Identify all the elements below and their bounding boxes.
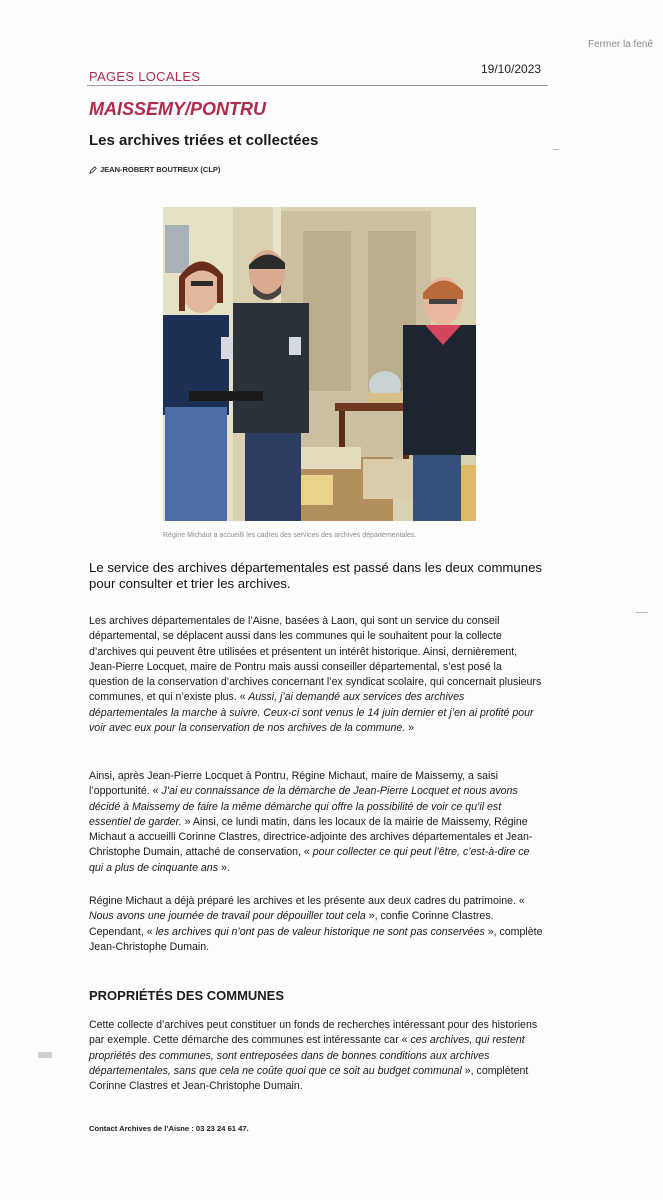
scan-speck: [38, 1052, 52, 1058]
publication-date: 19/10/2023: [481, 62, 542, 76]
article-lead: Le service des archives départementales est passé dans les deux communes pour consulter et trier les archives.: [89, 560, 543, 591]
close-window-link[interactable]: Fermer la fenê: [588, 39, 654, 50]
article-photo: [163, 207, 476, 521]
paragraph-1: Les archives départementales de l’Aisne, basées à Laon, qui sont un service du conseil départemental, se déplacent aussi dans les communes qui le souhaitent pour la collecte d’archives qui peuvent être utilisées et présentent un intérêt historique. Ainsi, dernièrement, Jean-Pierre Locquet, maire de Pontru mais aussi conseiller départemental, s’est posé la question de la conservation d’archives concernant l’ex syndicat scolaire, qui concernait plusieurs communes, et qui n’existe plus. « Aussi, j’ai demandé aux services des archives départementales la marche à suivre. Ceux-ci sont venus le 14 juin dernier et j’en ai profité pour voir avec eux pour la conservation de nos archives de la commune. »: [89, 615, 542, 735]
contact-line: Contact Archives de l’Aisne : 03 23 24 61 47.: [89, 1124, 249, 1133]
section-subheading: PROPRIÉTÉS DES COMMUNES: [89, 988, 285, 1003]
commune-heading: MAISSEMY/PONTRU: [89, 99, 267, 119]
scan-speck: [553, 149, 559, 150]
scan-speck: [636, 612, 648, 613]
header-divider: [87, 85, 548, 86]
paragraph-3: Régine Michaut a déjà préparé les archives et les présente aux deux cadres du patrimoine. « Nous avons une journée de travail pour dépouiller tout cela », confie Corinne Clastres. Cependant, « les archives qui n’ont pas de valeur historique ne sont pas conservées », complète Jean-Christophe Dumain.: [89, 895, 543, 953]
author-name: JEAN-ROBERT BOUTREUX (CLP): [100, 165, 221, 174]
section-rubric: PAGES LOCALES: [89, 69, 201, 84]
pen-icon: [89, 166, 97, 174]
paragraph-4: Cette collecte d’archives peut constituer un fonds de recherches intéressant pour des historiens par exemple. Cette démarche des communes est intéressante car « ces archives, qui restent propriétés des communes, sont entreposées dans de bonnes conditions aux archives départementales, sans que cela ne coûte quoi que ce soit au budget communal », complètent Corinne Clastres et Jean-Christophe Dumain.: [89, 1019, 538, 1093]
paragraph-2: Ainsi, après Jean-Pierre Locquet à Pontru, Régine Michaut, maire de Maissemy, a saisi l’opportunité. « J’ai eu connaissance de la démarche de Jean-Pierre Locquet et nous avons décidé à Maissemy de faire la même démarche qui offre la possibilité de voir ce qu’il est essentiel de garder. » Ainsi, ce lundi matin, dans les locaux de la mairie de Maissemy, Régine Michaut a accueilli Corinne Clastres, directrice-adjointe des archives départementales et Jean-Christophe Dumain, attaché de conservation, « pour collecter ce qui peut l’être, c’est-à-dire ce qui a plus de cinquante ans ».: [89, 770, 533, 874]
article-title: Les archives triées et collectées: [89, 132, 319, 149]
byline: [89, 165, 220, 174]
photo-caption: Régine Michaut a accueilli les cadres des services des archives départementales.: [163, 532, 417, 539]
